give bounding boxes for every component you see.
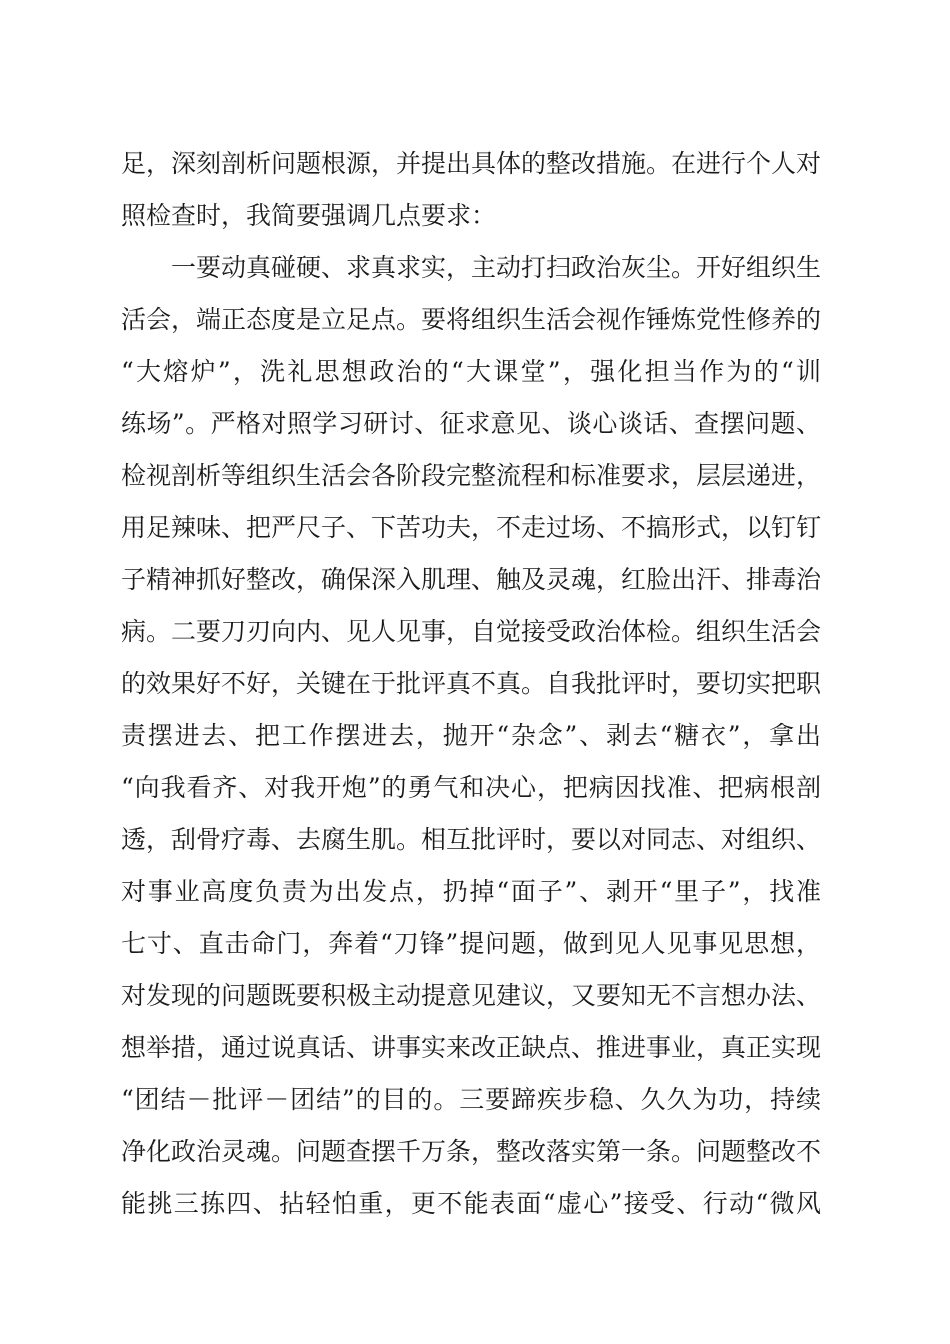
- text-line: 足，深刻剖析问题根源，并提出具体的整改措施。在进行个人对: [121, 149, 822, 178]
- text-line: 用足辣味、把严尺子、下苦功夫，不走过场、不搞形式，以钉钉: [121, 513, 822, 542]
- text-line: 想举措，通过说真话、讲事实来改正缺点、推进事业，真正实现: [121, 1033, 822, 1062]
- text-line: 净化政治灵魂。问题查摆千万条，整改落实第一条。问题整改不: [121, 1137, 822, 1166]
- text-line: 活会，端正态度是立足点。要将组织生活会视作锤炼党性修养的: [121, 305, 822, 334]
- text-line: 责摆进去、把工作摆进去，抛开“杂念”、剥去“糖衣”，拿出: [121, 721, 821, 750]
- text-line: 练场”。严格对照学习研讨、征求意见、谈心谈话、查摆问题、: [121, 409, 821, 438]
- body-text: [121, 138, 821, 1230]
- text-line: 子精神抓好整改，确保深入肌理、触及灵魂，红脸出汗、排毒治: [121, 565, 822, 594]
- text-line: 透，刮骨疗毒、去腐生肌。相互批评时，要以对同志、对组织、: [121, 825, 822, 854]
- text-line: 七寸、直击命门，奔着“刀锋”提问题，做到见人见事见思想，: [121, 929, 821, 958]
- text-line: “向我看齐、对我开炮”的勇气和决心，把病因找准、把病根剖: [121, 773, 821, 802]
- text-line: 对事业高度负责为出发点，扔掉“面子”、剥开“里子”，找准: [121, 877, 821, 906]
- paragraph-first-line: 一要动真碰硬、求真求实，主动打扫政治灰尘。开好组织生: [171, 253, 822, 282]
- text-line: 病。二要刀刃向内、见人见事，自觉接受政治体检。组织生活会: [121, 617, 822, 646]
- text-line: 照检查时，我简要强调几点要求：: [121, 201, 497, 230]
- text-line: “团结－批评－团结”的目的。三要蹄疾步稳、久久为功，持续: [121, 1085, 821, 1114]
- text-line: 能挑三拣四、拈轻怕重，更不能表面“虚心”接受、行动“微风: [121, 1189, 821, 1218]
- text-line: 的效果好不好，关键在于批评真不真。自我批评时，要切实把职: [121, 669, 822, 698]
- text-line: “大熔炉”，洗礼思想政治的“大课堂”，强化担当作为的“训: [121, 357, 821, 386]
- text-line: 检视剖析等组织生活会各阶段完整流程和标准要求，层层递进，: [121, 461, 822, 490]
- text-line: 对发现的问题既要积极主动提意见建议，又要知无不言想办法、: [121, 981, 822, 1010]
